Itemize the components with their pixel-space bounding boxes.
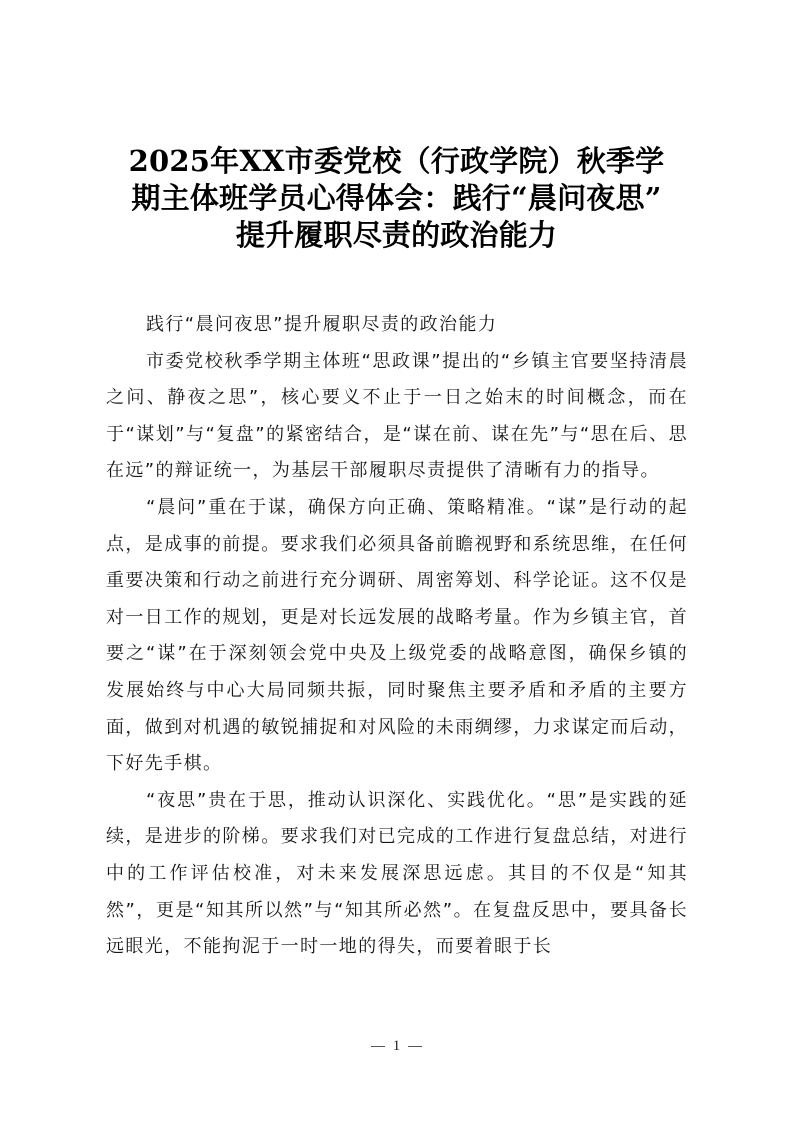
right-dash	[408, 1046, 422, 1047]
morning-question-paragraph: “晨问”重在于谋，确保方向正确、策略精准。“谋”是行动的起点，是成事的前提。要求我们必须具备前瞻视野和系统思维，在任何重要决策和行动之前进行充分调研、周密筹划、科学论证。这不仅是对一日工作的规划，更是对长远发展的战略考量。作为乡镇主官，首要之“谋”在于深刻领会党中央及上级党委的战略意图，确保乡镇的发展始终与中心大局同频共振，同时聚焦主要矛盾和矛盾的主要方面，做到对机遇的敏锐捕捉和对风险的未雨绸缪，力求谋定而后动，下好先手棋。	[106, 496, 688, 775]
title-line-2: 期主体班学员心得体会：践行“晨问夜思”	[131, 181, 662, 215]
document-title	[96, 143, 697, 254]
night-reflection-paragraph: “夜思”贵在于思，推动认识深化、实践优化。“思”是实践的延续，是进步的阶梯。要求我们对已完成的工作进行复盘总结，对进行中的工作评估校准，对未来发展深思远虑。其目的不仅是“知其然”，更是“知其所以然”与“知其所必然”。在复盘反思中，要具备长远眼光，不能拘泥于一时一地的得失，而要着眼于长	[106, 789, 688, 958]
title-line-3: 提升履职尽责的政治能力	[235, 218, 558, 252]
page-number: 1	[392, 1038, 401, 1054]
subtitle-paragraph: 践行“晨问夜思”提升履职尽责的政治能力	[146, 314, 498, 335]
page-footer	[0, 1038, 793, 1055]
document-body	[106, 307, 688, 966]
title-line-1: 2025年XX市委党校（行政学院）秋季学	[128, 144, 665, 178]
left-dash	[371, 1046, 385, 1047]
intro-paragraph: 市委党校秋季学期主体班“思政课”提出的“乡镇主官要坚持清晨之问、静夜之思”，核心要义不止于一日之始末的时间概念，而在于“谋划”与“复盘”的紧密结合，是“谋在前、谋在先”与“思在后、思在远”的辩证统一，为基层干部履职尽责提供了清晰有力的指导。	[106, 350, 688, 482]
